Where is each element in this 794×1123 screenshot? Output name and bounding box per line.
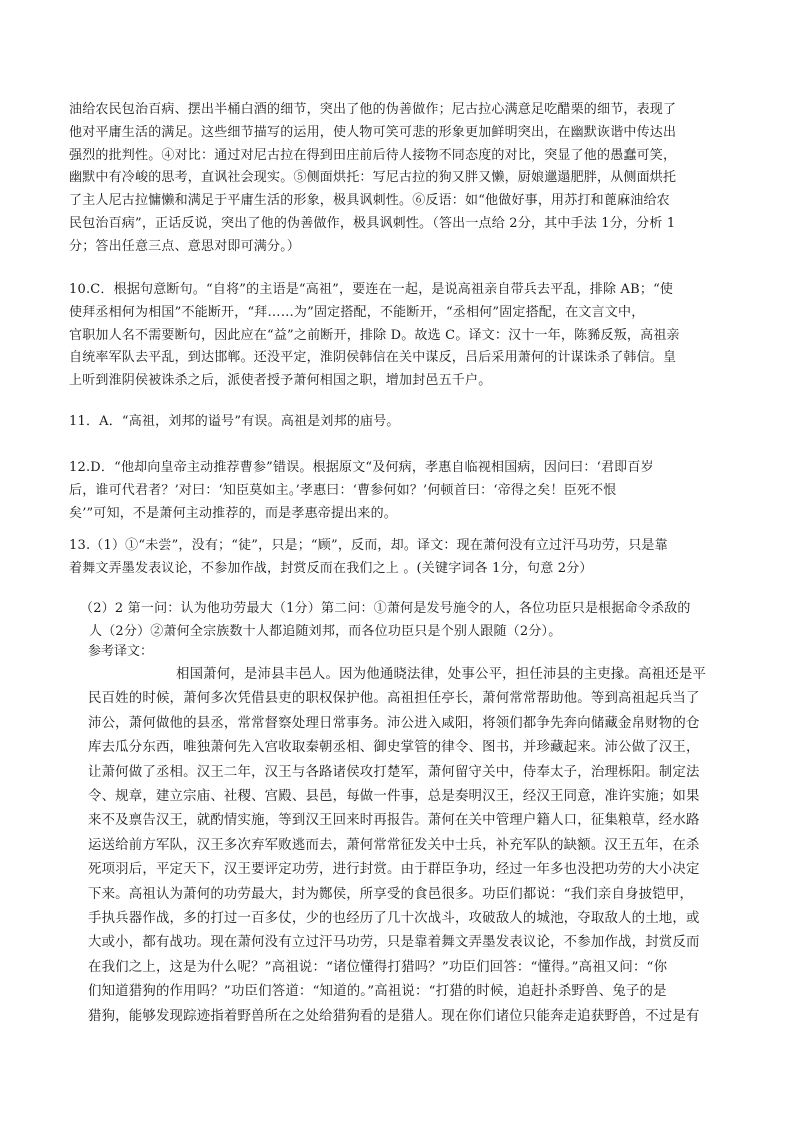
text-line: 13.（1）①“未尝”，没有；“徒”，只是；“顾”，反而，却。译文：现在萧何没有立过汗马功劳，只是靠 [69,538,668,553]
text-line: 油给农民包治百病、摆出半桶白酒的细节，突出了他的伪善做作；尼古拉心满意足吃醋栗的细节，表现了 [69,102,677,117]
text-line: 幽默中有冷峻的思考，直讽社会现实。⑤侧面烘托：写尼古拉的狗又胖又懒，厨娘邋遢肥胖，从侧面烘托 [69,170,677,186]
text-line: （2）2 第一问：认为他功劳最大（1分）第二问：①萧何是发号施令的人，各位功臣只是根据命令杀敌的 [80,601,691,616]
text-line: 着舞文弄墨发表议论，不参加作战，封赏反而在我们之上 。(关键字词各 1分，句意 2分） [69,560,593,576]
reference-translation-label: 参考译文： [88,644,154,659]
text-line: 来不及禀告汉王，就酌情实施，等到汉王回来时再报告。萧何在关中管理户籍人口，征集粮草，经水路 [88,813,700,829]
text-line: 11．A．“高祖，刘邦的谥号”有误。高祖是刘邦的庙号。 [69,414,400,429]
text-line: 分；答出任意三点、意思对即可满分。） [69,238,301,254]
text-line: 运送给前方军队，汉王多次弃军败逃而去，萧何常常征发关中士兵，补充军队的缺额。汉王五年，在杀 [88,837,700,853]
text-line: 后，谁可代君者？’对曰：‘知臣莫如主。’孝惠曰：‘曹参何如？’何顿首曰：‘帝得之矣！臣死不恨 [69,482,617,498]
text-line: 自统率军队去平乱，到达邯郸。还没平定，淮阴侯韩信在关中谋反，吕后采用萧何的计谋诛杀了韩信。皇 [69,350,677,366]
answer-11 [69,411,731,434]
text-line: 大或小，都有战功。现在萧何没有立过汗马功劳，只是靠着舞文弄墨发表议论，不参加作战，封赏反而 [88,935,700,951]
text-line: 死项羽后，平定天下，汉王要评定功劳，进行封赏。由于群臣争功，经过一年多也没把功劳的大小决定 [88,862,700,878]
text-line: 民百姓的时候，萧何多次凭借县吏的职权保护他。高祖担任亭长，萧何常常帮助他。等到高祖起兵当了 [88,691,700,707]
text-line: 官职加人名不需要断句，因此应在“益”之前断开，排除 D。故选 C。译文：汉十一年，陈豨反叛，高祖亲 [69,327,680,343]
text-line: 强烈的批判性。④对比：通过对尼古拉在得到田庄前后待人接物不同态度的对比，突显了他的愚蠢可笑， [69,147,677,163]
text-line: 12.D．“他却向皇帝主动推荐曹参”错误。根据原文“及何病，孝惠自临视相国病，因问曰：‘君即百岁 [69,460,654,475]
text-line: 手执兵器作战，多的打过一百多仗，少的也经历了几十次战斗，攻破敌人的城池，夺取敌人的土地，或 [88,911,700,927]
text-line: 上听到淮阴侯被诛杀之后，派使者授予萧何相国之职，增加封邑五千户。 [69,373,492,389]
text-line: 他对平庸生活的满足。这些细节描写的运用，使人物可笑可悲的形象更加鲜明突出，在幽默诙谐中传达出 [69,124,677,140]
text-line: 人（2分）②萧何全宗族数十人都追随刘邦，而各位功臣只是个别人跟随（2分）。 [89,623,562,639]
answer-13-part-2 [80,598,731,644]
answer-10 [69,279,731,393]
text-line: 们知道猎狗的作用吗？”功臣们答道：“知道的。”高祖说：“打猎的时候，追赶扑杀野兽、兔子的是 [88,984,667,1000]
text-line: 相国萧何，是沛县丰邑人。因为他通晓法律，处事公平，担任沛县的主吏掾。高祖还是平 [176,667,707,682]
text-line: 令、规章，建立宗庙、社稷、宫殿、县邑，每做一件事，总是奏明汉王，经汉王同意，准许实施；如果 [88,789,700,805]
reference-translation [88,663,731,1029]
text-line: 10.C．根据句意断句。“自将”的主语是“高祖”，要连在一起，是说高祖亲自带兵去平乱，排除 AB；“使 [69,282,674,297]
answer-12 [69,457,731,525]
answer-13-part-1 [69,535,731,581]
text-line: 下来。高祖认为萧何的功劳最大，封为酂侯，所享受的食邑很多。功臣们都说：“我们亲自身披铠甲， [88,886,694,902]
text-line: 了主人尼古拉慵懒和满足于平庸生活的形象，极具讽刺性。⑥反语：如“他做好事，用苏打和蓖麻油给农 [69,193,670,209]
text-line: 沛公，萧何做他的县丞，常常督察处理日常事务。沛公进入咸阳，将领们都争先奔向储藏金帛财物的仓 [88,715,700,731]
answer-9-continuation [69,99,731,259]
text-line: 使拜丞相何为相国”不能断开，“拜……为”固定搭配，不能断开，“丞相何”固定搭配，在文言文中， [69,304,645,320]
text-line: 矣’”可知，不是萧何主动推荐的，而是孝惠帝提出来的。 [69,505,397,521]
text-line: 猎狗，能够发现踪迹指着野兽所在之处给猎狗看的是猎人。现在你们诸位只能奔走追获野兽，不过是有 [88,1008,700,1024]
text-line: 民包治百病”，正话反说，突出了他的伪善做作，极具讽刺性。（答出一点给 2分，其中手法 1分，分析 1 [69,215,676,231]
text-line: 让萧何做了丞相。汉王二年，汉王与各路诸侯攻打楚军，萧何留守关中，侍奉太子，治理栎阳。制定法 [88,764,700,780]
text-line: 在我们之上，这是为什么呢？”高祖说：“诸位懂得打猎吗？”功臣们回答：“懂得。”高祖又问：“你 [88,959,668,975]
text-line: 库去瓜分东西，唯独萧何先入宫收取秦朝丞相、御史掌管的律令、图书，并珍藏起来。沛公做了汉王， [88,740,700,756]
